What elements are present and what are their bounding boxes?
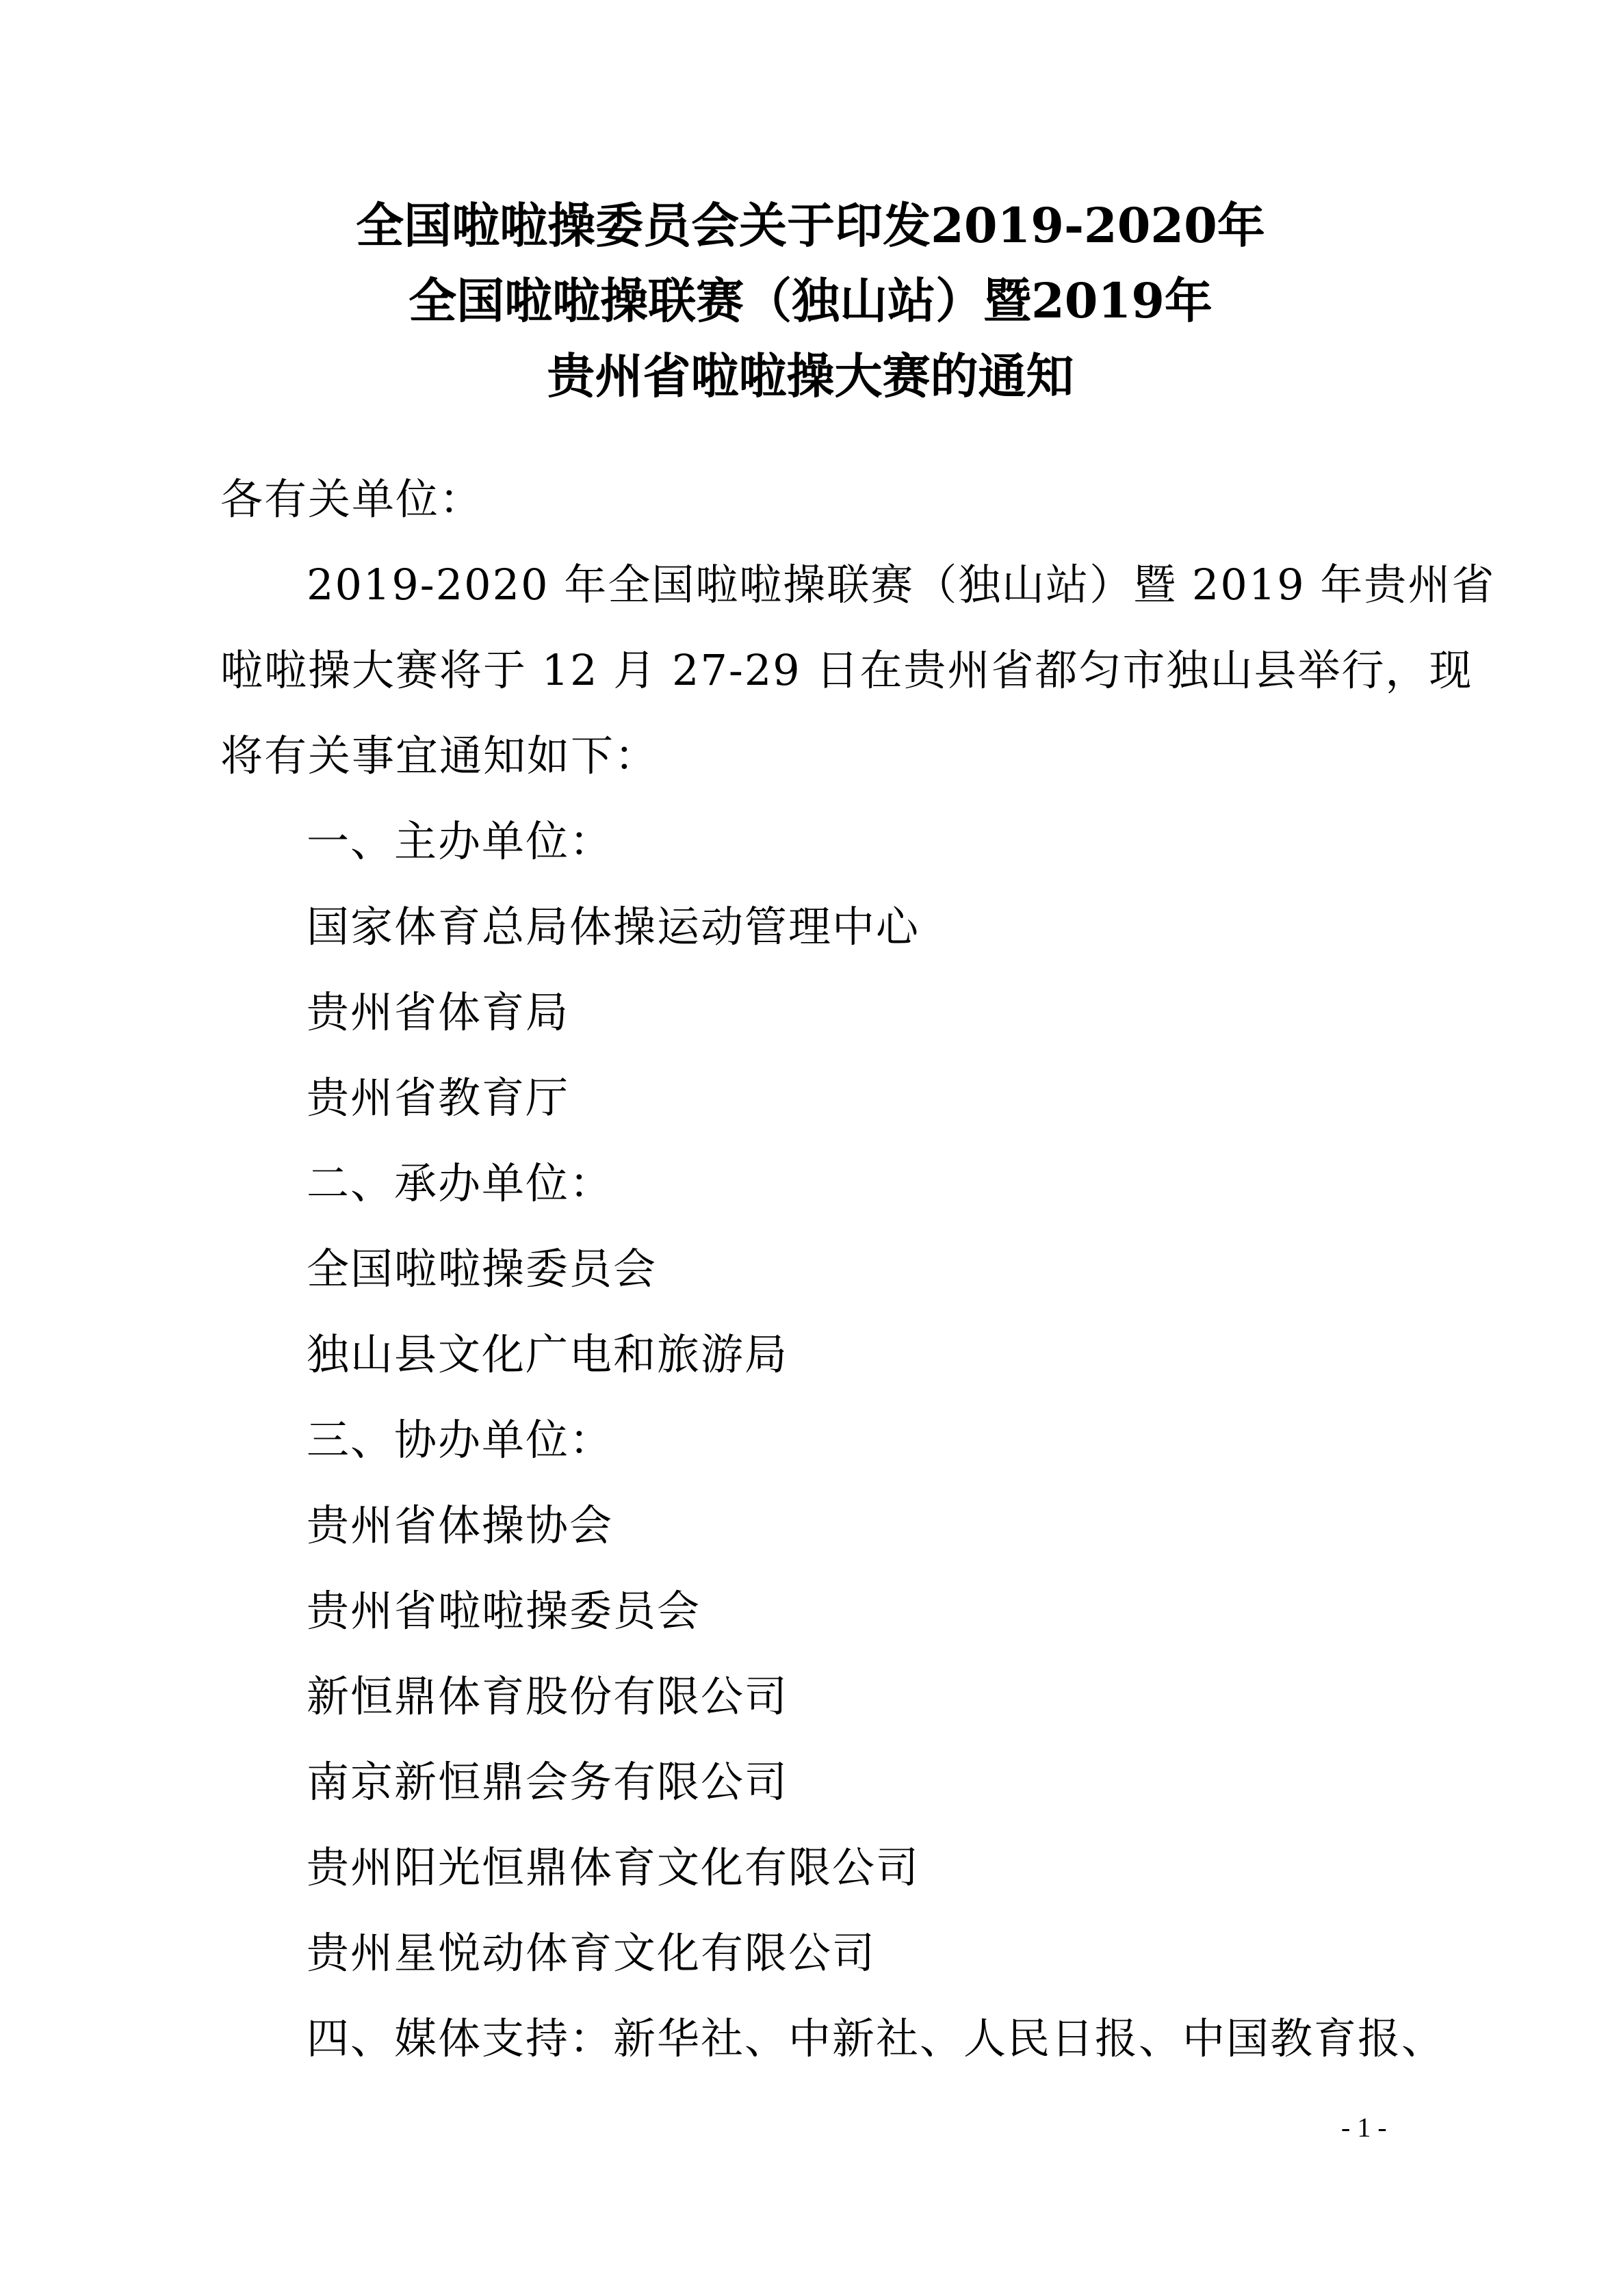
page-number: - 1 - — [1341, 2112, 1387, 2143]
organizer-item: 全国啦啦操委员会 — [307, 1244, 658, 1294]
section-heading-co-organizer: 三、协办单位： — [307, 1415, 614, 1465]
section-heading-organizer: 二、承办单位： — [307, 1158, 614, 1208]
co-organizer-item: 贵州星悦动体育文化有限公司 — [307, 1928, 877, 1978]
co-organizer-item: 贵州省体操协会 — [307, 1500, 614, 1550]
intro-line-1: 2019-2020 年全国啦啦操联赛（独山站）暨 2019 年贵州省 — [307, 560, 1496, 610]
section-heading-host: 一、主办单位： — [307, 816, 614, 866]
salutation: 各有关单位： — [220, 474, 484, 524]
host-item: 国家体育总局体操运动管理中心 — [307, 902, 920, 952]
section-media-line: 四、媒体支持：新华社、中新社、人民日报、中国教育报、 — [307, 2013, 1446, 2063]
intro-line-2: 啦啦操大赛将于 12 月 27-29 日在贵州省都匀市独山县举行，现 — [220, 645, 1473, 695]
co-organizer-item: 新恒鼎体育股份有限公司 — [307, 1671, 789, 1721]
host-item: 贵州省教育厅 — [307, 1073, 570, 1123]
title-line-2: 全国啦啦操联赛（独山站）暨2019年 — [409, 272, 1212, 329]
co-organizer-item: 南京新恒鼎会务有限公司 — [307, 1757, 789, 1807]
co-organizer-item: 贵州省啦啦操委员会 — [307, 1586, 701, 1636]
host-item: 贵州省体育局 — [307, 987, 570, 1037]
title-line-1: 全国啦啦操委员会关于印发2019-2020年 — [356, 197, 1265, 254]
organizer-item: 独山县文化广电和旅游局 — [307, 1329, 789, 1379]
co-organizer-item: 贵州阳光恒鼎体育文化有限公司 — [307, 1842, 920, 1892]
intro-line-3: 将有关事宜通知如下： — [220, 731, 659, 781]
title-line-3: 贵州省啦啦操大赛的通知 — [547, 348, 1074, 404]
